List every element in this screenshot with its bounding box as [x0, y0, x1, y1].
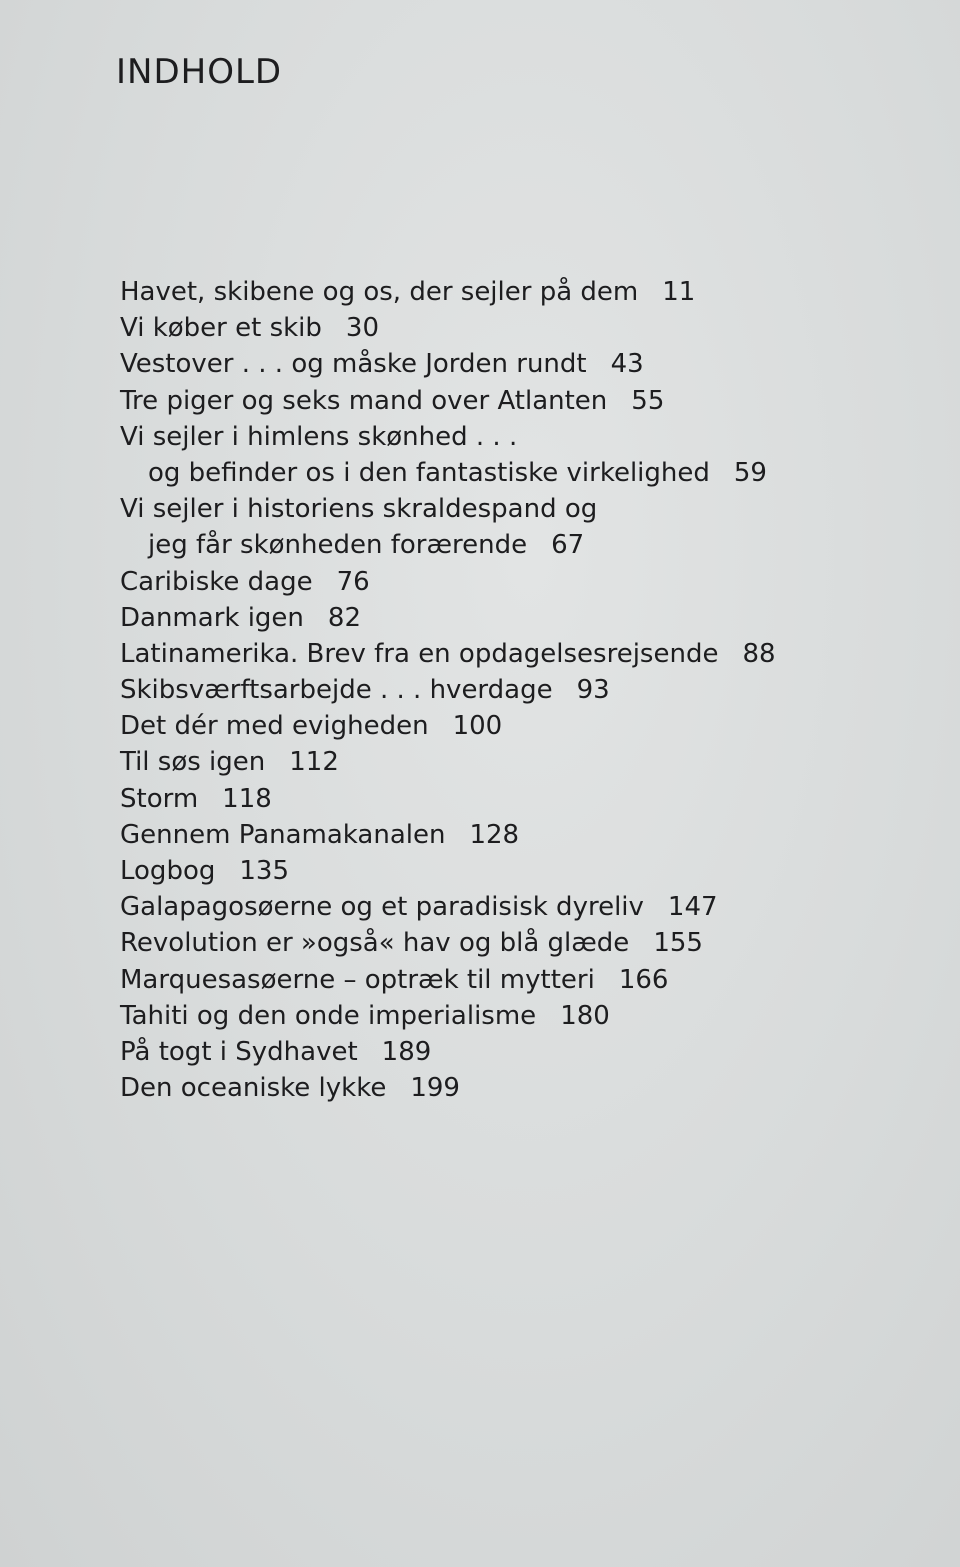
toc-entry-title: Latinamerika. Brev fra en opdagelsesrejsende — [120, 638, 719, 669]
toc-entry-title: Havet, skibene og os, der sejler på dem — [120, 277, 639, 307]
toc-entry-continuation — [120, 527, 820, 563]
toc-entry — [120, 346, 820, 382]
toc-entry-title: Vi sejler i himlens skønhed . . . — [120, 421, 518, 452]
toc-page-number: 67 — [551, 530, 585, 561]
toc-page-number: 93 — [576, 675, 610, 706]
toc-entry-continuation — [120, 455, 820, 491]
toc-entry-title: Til søs igen — [120, 747, 266, 778]
toc-entry — [120, 853, 820, 889]
toc-entry-title: Tre piger og seks mand over Atlanten — [120, 385, 608, 416]
toc-page-number: 76 — [336, 566, 370, 597]
toc-entry — [120, 310, 820, 346]
toc-page-number: 88 — [742, 638, 776, 669]
toc-entry — [120, 636, 820, 672]
toc-page-number: 112 — [289, 747, 339, 778]
toc-entry-title: Galapagosøerne og et paradisisk dyreliv — [120, 892, 644, 923]
toc-entry-title: Det dér med evigheden — [120, 711, 429, 742]
toc-page-number: 82 — [327, 602, 361, 633]
toc-entry — [120, 564, 820, 600]
toc-entry-title: Vi sejler i historiens skraldespand og — [120, 494, 598, 525]
toc-page-number: 189 — [381, 1036, 432, 1067]
toc-entry — [120, 817, 820, 853]
toc-entry — [120, 491, 820, 527]
toc-page-number: 135 — [239, 856, 289, 886]
toc-entry — [120, 889, 820, 925]
toc-entry-title: Caribiske dage — [120, 566, 313, 597]
toc-entry-title: Logbog — [120, 856, 216, 886]
toc-entry-title: Revolution er »også« hav og blå glæde — [120, 928, 630, 959]
toc-page-number: 128 — [469, 819, 520, 850]
toc-entry-title: Danmark igen — [120, 602, 304, 633]
toc-entry — [120, 383, 820, 419]
toc-page-number: 199 — [410, 1073, 460, 1104]
toc-entry-title: På togt i Sydhavet — [120, 1036, 358, 1067]
toc-entry — [120, 781, 820, 817]
toc-entry — [120, 419, 820, 455]
toc-entry — [120, 708, 820, 744]
toc-page-number: 43 — [610, 349, 644, 380]
toc-entry-title: Vestover . . . og måske Jorden rundt — [120, 349, 587, 380]
toc-entry-title: Gennem Panamakanalen — [120, 819, 446, 850]
toc-page-number: 55 — [631, 385, 665, 416]
toc-entry — [120, 1070, 820, 1106]
toc-entry — [120, 962, 820, 998]
toc-entry — [120, 998, 820, 1034]
toc-entry — [120, 672, 820, 708]
toc-entry-title: Tahiti og den onde imperialisme — [120, 1000, 537, 1031]
toc-page-number: 155 — [653, 928, 703, 959]
toc-entry-title: jeg får skønheden forærende — [148, 530, 528, 561]
toc-entry-title: Storm — [120, 783, 199, 814]
toc-page-number: 11 — [662, 277, 696, 307]
toc-page-number: 118 — [222, 783, 272, 814]
toc-page-number: 100 — [452, 711, 503, 742]
toc-entry-title: Den oceaniske lykke — [120, 1073, 387, 1104]
toc-page-number: 147 — [667, 892, 718, 923]
toc-entry — [120, 274, 820, 310]
toc-entry-title: Marquesasøerne – optræk til mytteri — [120, 964, 595, 995]
table-of-contents — [120, 274, 820, 1106]
toc-entry-title: Skibsværftsarbejde . . . hverdage — [120, 675, 553, 706]
page-title: INDHOLD — [116, 52, 283, 92]
toc-entry-title: Vi køber et skib — [120, 313, 322, 344]
toc-page-number: 59 — [733, 457, 767, 488]
toc-entry-title: og befinder os i den fantastiske virkelighed — [148, 457, 710, 488]
toc-page-number: 166 — [618, 964, 669, 995]
toc-entry — [120, 925, 820, 961]
toc-entry — [120, 744, 820, 780]
toc-page-number: 180 — [560, 1000, 610, 1031]
toc-page-number: 30 — [345, 313, 379, 344]
toc-entry — [120, 600, 820, 636]
toc-entry — [120, 1034, 820, 1070]
